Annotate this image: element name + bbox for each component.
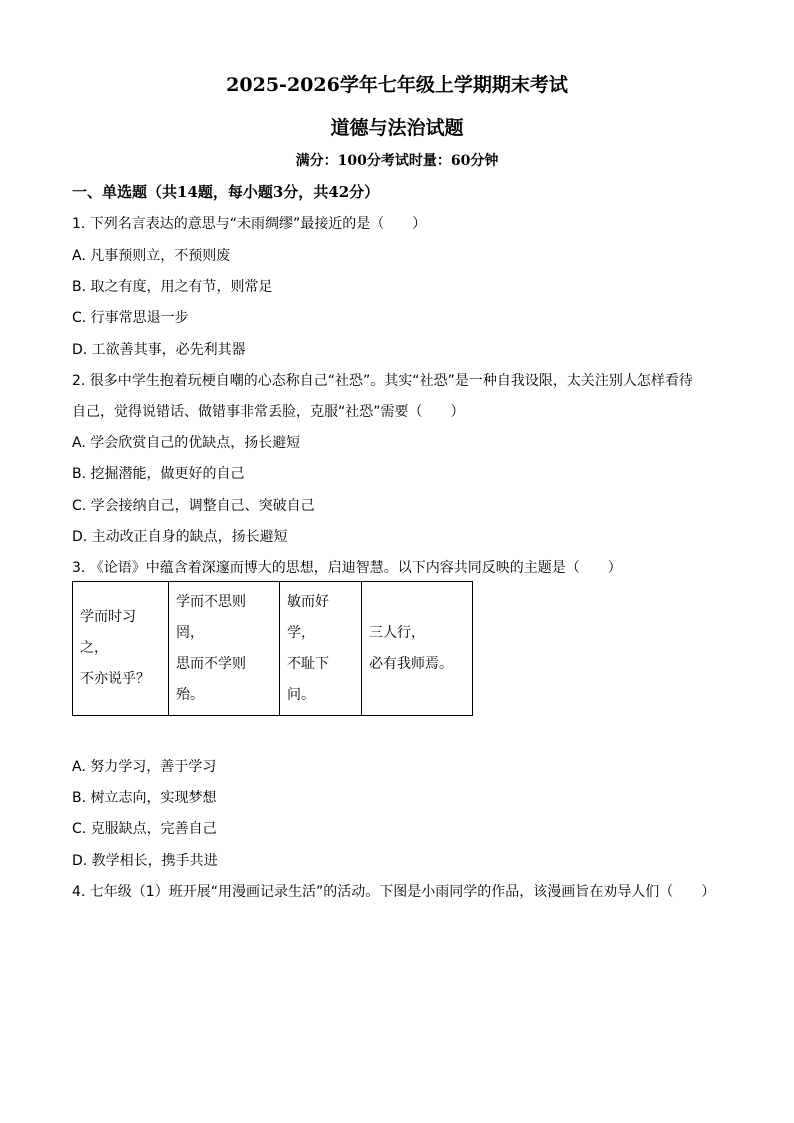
cell-text: 不耻下 [287,655,329,672]
table-cell-4 [362,582,473,716]
question-3-table [72,581,473,716]
exam-subject: 道德与法治试题 [330,117,464,139]
cell-text: 敏而好 [287,593,329,610]
question-1-option-c: C. 行事常思退一步 [72,310,189,326]
question-3-option-b: B. 树立志向，实现梦想 [72,790,217,806]
question-4-stem: 4. 七年级（1）班开展“用漫画记录生活”的活动。下图是小雨同学的作品，该漫画旨在劝导人们（ ） [72,884,716,900]
question-1-stem: 1. 下列名言表达的意思与“未雨绸缪”最接近的是（ ） [72,216,427,232]
question-3-option-d: D. 教学相长，携手共进 [72,853,218,869]
cell-text: 殆。 [176,686,204,703]
question-2-stem-line1: 2. 很多中学生抱着玩梗自嘲的心态称自己“社恐”。其实“社恐”是一种自我设限，太关注别人怎样看待 [72,373,693,389]
section-heading: 一、单选题（共14题，每小题3分，共42分） [72,183,380,201]
cell-text: 必有我师焉。 [369,655,453,672]
question-1-option-d: D. 工欲善其事，必先利其器 [72,342,246,358]
question-2-stem-line2: 自己，觉得说错话、做错事非常丢脸，克服“社恐”需要（ ） [72,404,465,420]
cell-text: 三人行， [369,624,425,641]
table-row [73,582,473,716]
question-2-option-d: D. 主动改正自身的缺点，扬长避短 [72,529,288,545]
table-cell-1 [73,582,169,716]
cell-text: 不亦说乎？ [80,671,150,687]
cell-text: 学而时习 [80,609,136,625]
exam-title: 2025-2026学年七年级上学期期末考试 [226,74,568,96]
exam-meta: 满分：100分考试时量：60分钟 [295,153,499,169]
question-3-stem: 3. 《论语》中蕴含着深邃而博大的思想，启迪智慧。以下内容共同反映的主题是（ ） [72,560,622,576]
question-2-option-a: A. 学会欣赏自己的优缺点，扬长避短 [72,435,301,451]
question-2-option-b: B. 挖掘潜能，做更好的自己 [72,466,245,482]
cell-text: 思而不学则 [176,655,246,672]
question-1-option-a: A. 凡事预则立，不预则废 [72,248,231,264]
question-3-option-c: C. 克服缺点，完善自己 [72,821,217,837]
question-1-option-b: B. 取之有度，用之有节，则常足 [72,279,273,295]
cell-text: 学而不思则 [176,593,246,610]
cell-text: 问。 [287,686,315,703]
question-3-option-a: A. 努力学习，善于学习 [72,759,217,775]
table-cell-3 [280,582,362,716]
question-2-option-c: C. 学会接纳自己，调整自己、突破自己 [72,498,315,514]
cell-text: 之， [80,640,108,656]
table-cell-2 [169,582,280,716]
cell-text: 学， [287,624,315,641]
cell-text: 罔， [176,624,204,641]
